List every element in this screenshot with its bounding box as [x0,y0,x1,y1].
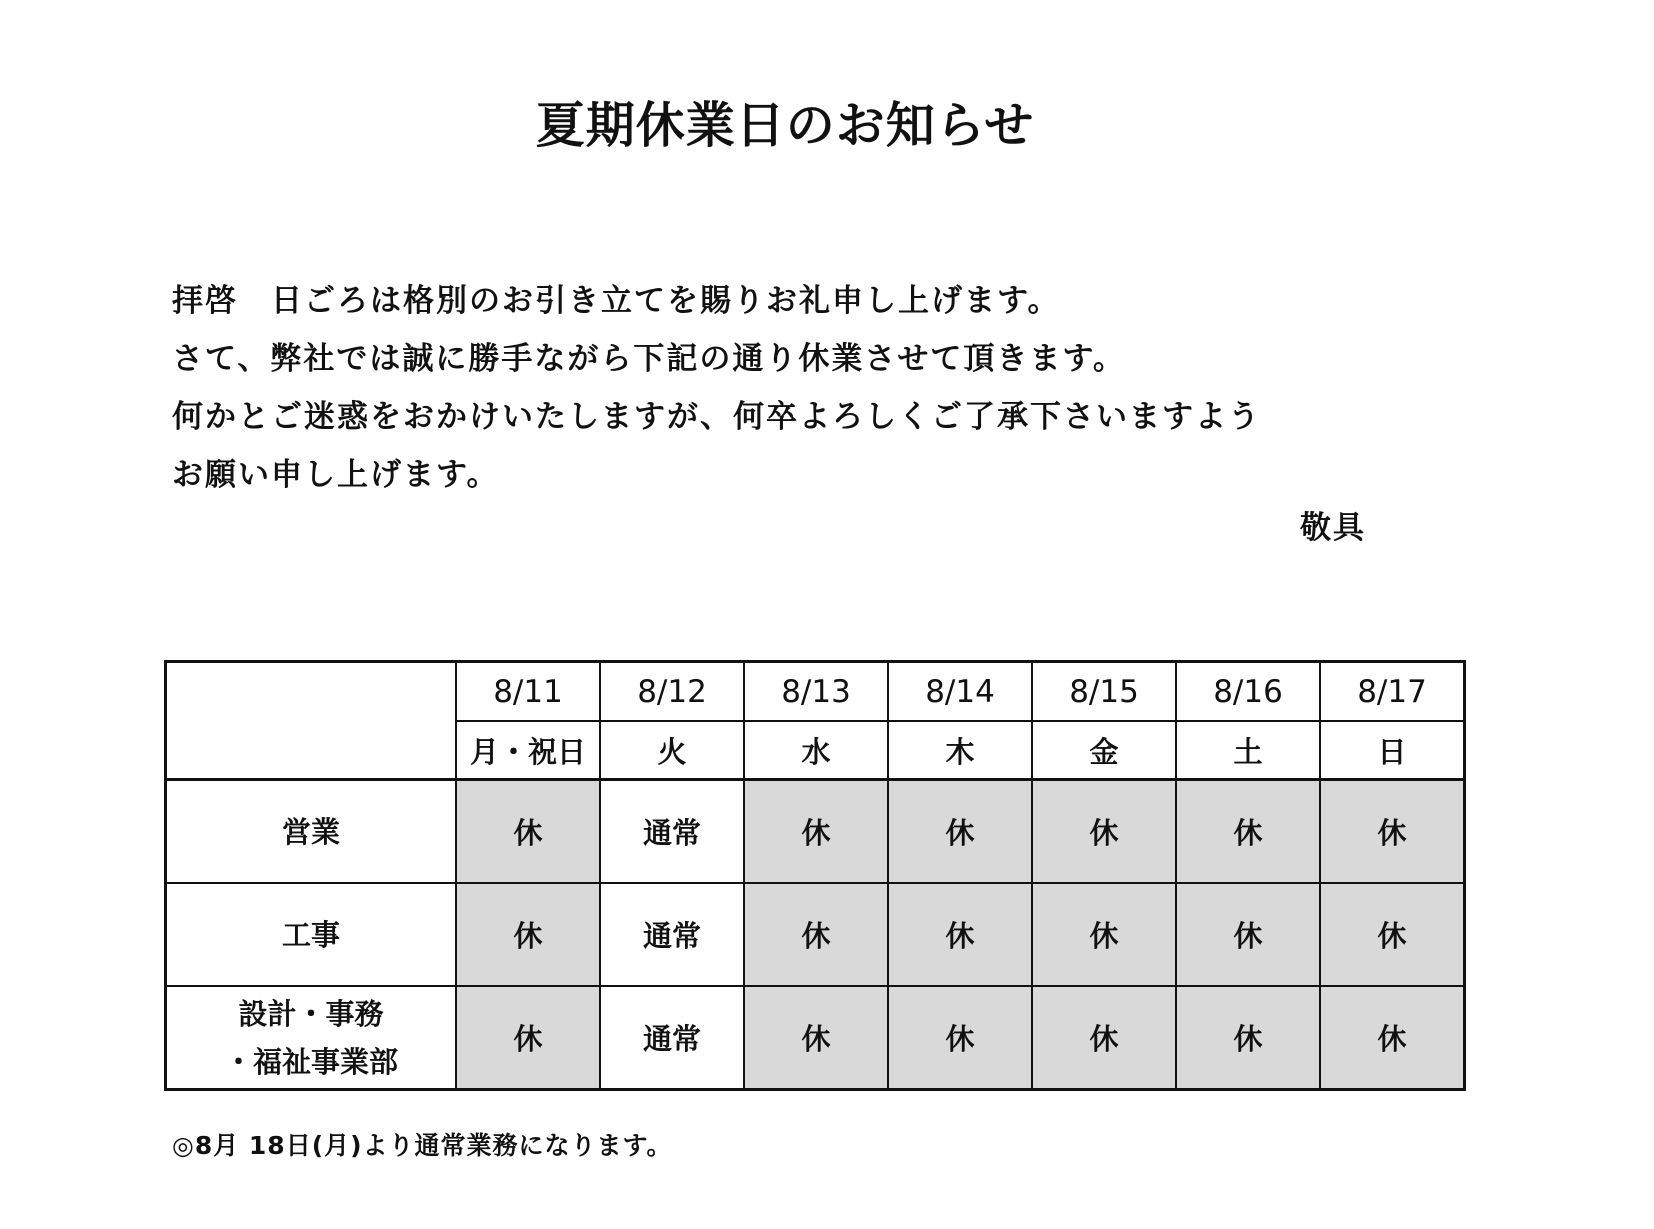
status-cell: 休 [1032,883,1176,986]
status-cell: 休 [1176,780,1320,884]
department-label [166,883,457,986]
status-cell: 休 [1032,986,1176,1090]
department-label-text: 営業 [281,814,340,849]
date-header: 8/16 [1176,662,1320,722]
body-line: お願い申し上げます。 [172,457,500,493]
weekday-header: 土 [1176,721,1320,780]
status-cell: 休 [744,780,888,884]
closing-salutation: 敬具 [1300,510,1366,546]
department-label-text: ・福祉事業部 [223,1044,398,1079]
status-cell: 通常 [600,883,744,986]
weekday-header: 金 [1032,721,1176,780]
department-label-text: 工事 [281,917,340,952]
status-cell: 休 [888,780,1032,884]
status-cell: 休 [888,883,1032,986]
body-line: 拝啓 日ごろは格別のお引き立てを賜りお礼申し上げます。 [172,283,1061,319]
holiday-schedule-table [164,660,1466,1091]
date-header: 8/17 [1320,662,1465,722]
status-cell: 休 [888,986,1032,1090]
weekday-header: 木 [888,721,1032,780]
date-header: 8/15 [1032,662,1176,722]
status-cell: 休 [456,883,600,986]
table-corner-cell [166,662,457,780]
table-row [166,883,1465,986]
status-cell: 通常 [600,780,744,884]
status-cell: 休 [1320,986,1465,1090]
table-row [166,986,1465,1090]
status-cell: 休 [1320,883,1465,986]
date-header: 8/13 [744,662,888,722]
notice-body [172,272,1261,504]
status-cell: 休 [456,780,600,884]
body-line: さて、弊社では誠に勝手ながら下記の通り休業させて頂きます。 [172,341,1126,377]
date-header-row [166,662,1465,722]
status-cell: 休 [1176,986,1320,1090]
date-header: 8/12 [600,662,744,722]
table-row [166,780,1465,884]
date-header: 8/11 [456,662,600,722]
resume-notice: ◎8月 18日(月)より通常業務になります。 [172,1131,673,1160]
weekday-header: 火 [600,721,744,780]
status-cell: 休 [1032,780,1176,884]
status-cell: 通常 [600,986,744,1090]
page-title: 夏期休業日のお知らせ [535,97,1035,154]
status-cell: 休 [1320,780,1465,884]
weekday-header: 月・祝日 [456,721,600,780]
department-label [166,986,457,1090]
weekday-header: 水 [744,721,888,780]
date-header: 8/14 [888,662,1032,722]
department-label [166,780,457,884]
body-line: 何かとご迷惑をおかけいたしますが、何卒よろしくご了承下さいますよう [172,399,1261,435]
weekday-header: 日 [1320,721,1465,780]
status-cell: 休 [1176,883,1320,986]
department-label-text: 設計・事務 [238,996,384,1031]
status-cell: 休 [456,986,600,1090]
status-cell: 休 [744,883,888,986]
status-cell: 休 [744,986,888,1090]
